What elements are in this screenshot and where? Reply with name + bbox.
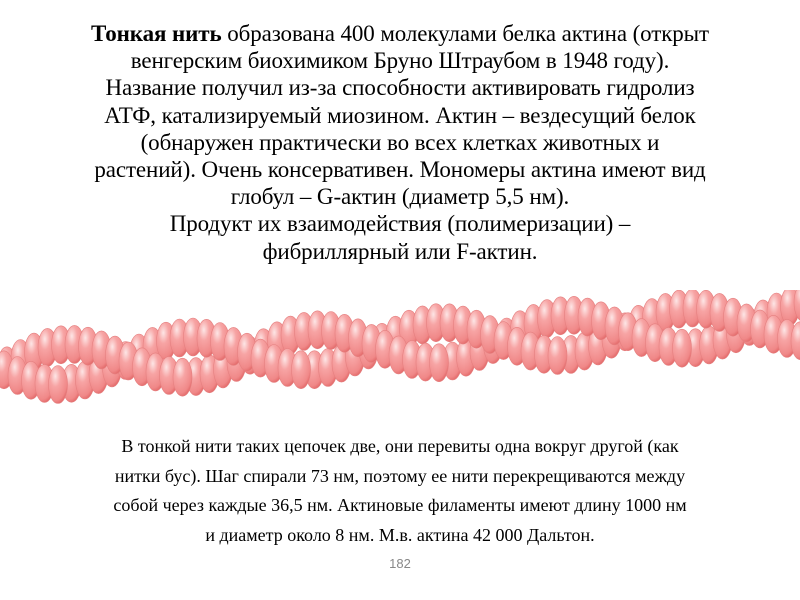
caption-line: В тонкой нити таких цепочек две, они перевиты одна вокруг другой (как <box>121 436 679 456</box>
actin-monomer <box>430 344 449 382</box>
actin-monomer <box>49 366 68 404</box>
intro-line: венгерским биохимиком Бруно Штраубом в 1948 году). <box>130 48 670 74</box>
intro-line: глобул – G-актин (диаметр 5,5 нм). <box>230 184 570 210</box>
intro-bold-lead: Тонкая нить <box>91 21 222 46</box>
caption-line: нитки бус). Шаг спирали 73 нм, поэтому ее нити перекрещиваются между <box>114 465 686 486</box>
actin-monomer <box>173 358 192 396</box>
actin-monomer <box>673 329 692 367</box>
intro-line-1-rest: образована 400 молекулами белка актина (открыт <box>221 21 709 46</box>
caption-paragraph <box>0 432 800 550</box>
actin-monomer <box>548 337 567 375</box>
page-number: 182 <box>389 556 411 571</box>
intro-line: Продукт их взаимодействия (полимеризации) – <box>169 211 631 237</box>
intro-paragraph <box>0 20 800 265</box>
intro-line: Название получил из-за способности активировать гидролиз <box>105 75 695 101</box>
intro-line: растений). Очень консервативен. Мономеры актина имеют вид <box>94 157 706 183</box>
caption-line: собой через каждые 36,5 нм. Актиновые филаменты имеют длину 1000 нм <box>113 495 687 515</box>
intro-line <box>0 20 800 47</box>
intro-line: АТФ, катализируемый миозином. Актин – вездесущий белок <box>104 102 696 128</box>
intro-line: фибриллярный или F-актин. <box>262 238 538 264</box>
caption-line: и диаметр около 8 нм. М.в. актина 42 000 Дальтон. <box>205 524 595 545</box>
actin-monomer <box>292 351 311 389</box>
actin-filament-illustration <box>0 290 800 420</box>
intro-line: (обнаружен практически во всех клетках животных и <box>140 129 660 155</box>
